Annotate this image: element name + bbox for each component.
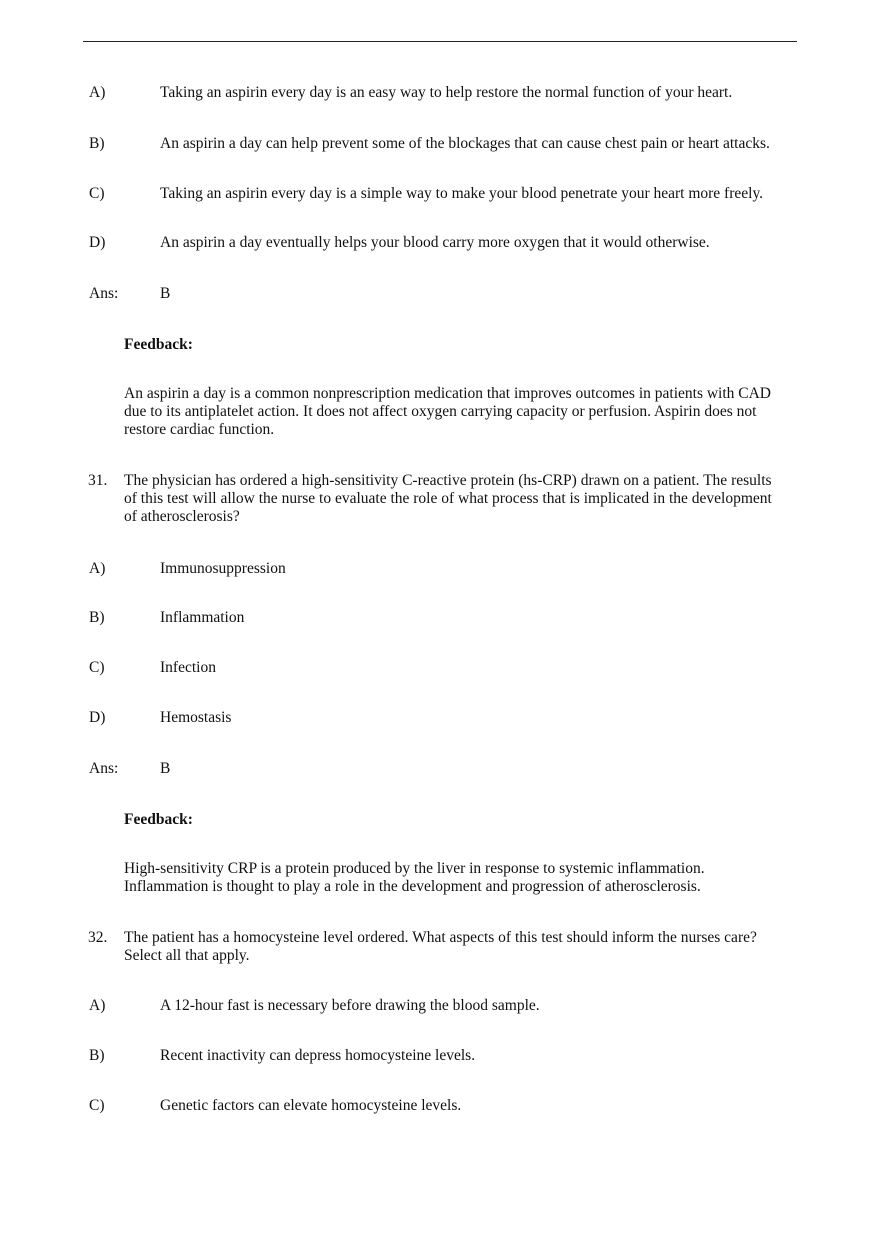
- option-label: D): [89, 234, 106, 251]
- question-line: The physician has ordered a high-sensitivity C-reactive protein (hs-CRP) drawn on a patient. The results: [124, 472, 772, 489]
- option-label: B): [89, 135, 105, 152]
- question-line: of atherosclerosis?: [124, 508, 240, 525]
- q31-number: 31.: [88, 472, 108, 489]
- q32-question: [124, 929, 804, 965]
- answer-label: Ans:: [89, 285, 119, 302]
- answer-value: B: [160, 285, 171, 302]
- option-text: An aspirin a day eventually helps your blood carry more oxygen that it would otherwise.: [160, 234, 710, 251]
- feedback-line: High-sensitivity CRP is a protein produced by the liver in response to systemic inflammation.: [124, 860, 705, 877]
- header-rule: [83, 41, 797, 42]
- option-text: Taking an aspirin every day is a simple way to make your blood penetrate your heart more freely.: [160, 185, 764, 202]
- option-label: B): [89, 609, 105, 626]
- option-label: C): [89, 185, 105, 202]
- question-line: of this test will allow the nurse to evaluate the role of what process that is implicated in the development: [124, 490, 772, 507]
- q30-feedback-text: [124, 385, 804, 439]
- question-line: Select all that apply.: [124, 947, 250, 964]
- option-label: B): [89, 1047, 105, 1064]
- option-text: Hemostasis: [160, 709, 232, 726]
- option-label: D): [89, 709, 106, 726]
- q30-feedback-heading: Feedback:: [124, 336, 193, 353]
- option-label: C): [89, 659, 105, 676]
- q31-feedback-text: [124, 860, 804, 896]
- option-text: Inflammation: [160, 609, 245, 626]
- option-text: A 12-hour fast is necessary before drawing the blood sample.: [160, 997, 540, 1014]
- q32-number: 32.: [88, 929, 108, 946]
- option-text: Recent inactivity can depress homocysteine levels.: [160, 1047, 476, 1064]
- option-label: A): [89, 84, 106, 101]
- feedback-line: restore cardiac function.: [124, 421, 275, 438]
- answer-value: B: [160, 760, 171, 777]
- option-label: C): [89, 1097, 105, 1114]
- option-text: Genetic factors can elevate homocysteine levels.: [160, 1097, 462, 1114]
- q31-feedback-heading: Feedback:: [124, 811, 193, 828]
- feedback-line: Inflammation is thought to play a role in the development and progression of atherosclerosis.: [124, 878, 701, 895]
- q31-question: [124, 472, 804, 526]
- option-text: Taking an aspirin every day is an easy way to help restore the normal function of your heart.: [160, 84, 733, 101]
- option-text: Infection: [160, 659, 216, 676]
- option-text: Immunosuppression: [160, 560, 286, 577]
- question-line: The patient has a homocysteine level ordered. What aspects of this test should inform the nurses care?: [124, 929, 757, 946]
- option-text: An aspirin a day can help prevent some of the blockages that can cause chest pain or heart attacks.: [160, 135, 770, 152]
- option-label: A): [89, 560, 106, 577]
- answer-label: Ans:: [89, 760, 119, 777]
- feedback-line: due to its antiplatelet action. It does not affect oxygen carrying capacity or perfusion. Aspirin does not: [124, 403, 757, 420]
- option-label: A): [89, 997, 106, 1014]
- feedback-line: An aspirin a day is a common nonprescription medication that improves outcomes in patients with CAD: [124, 385, 772, 402]
